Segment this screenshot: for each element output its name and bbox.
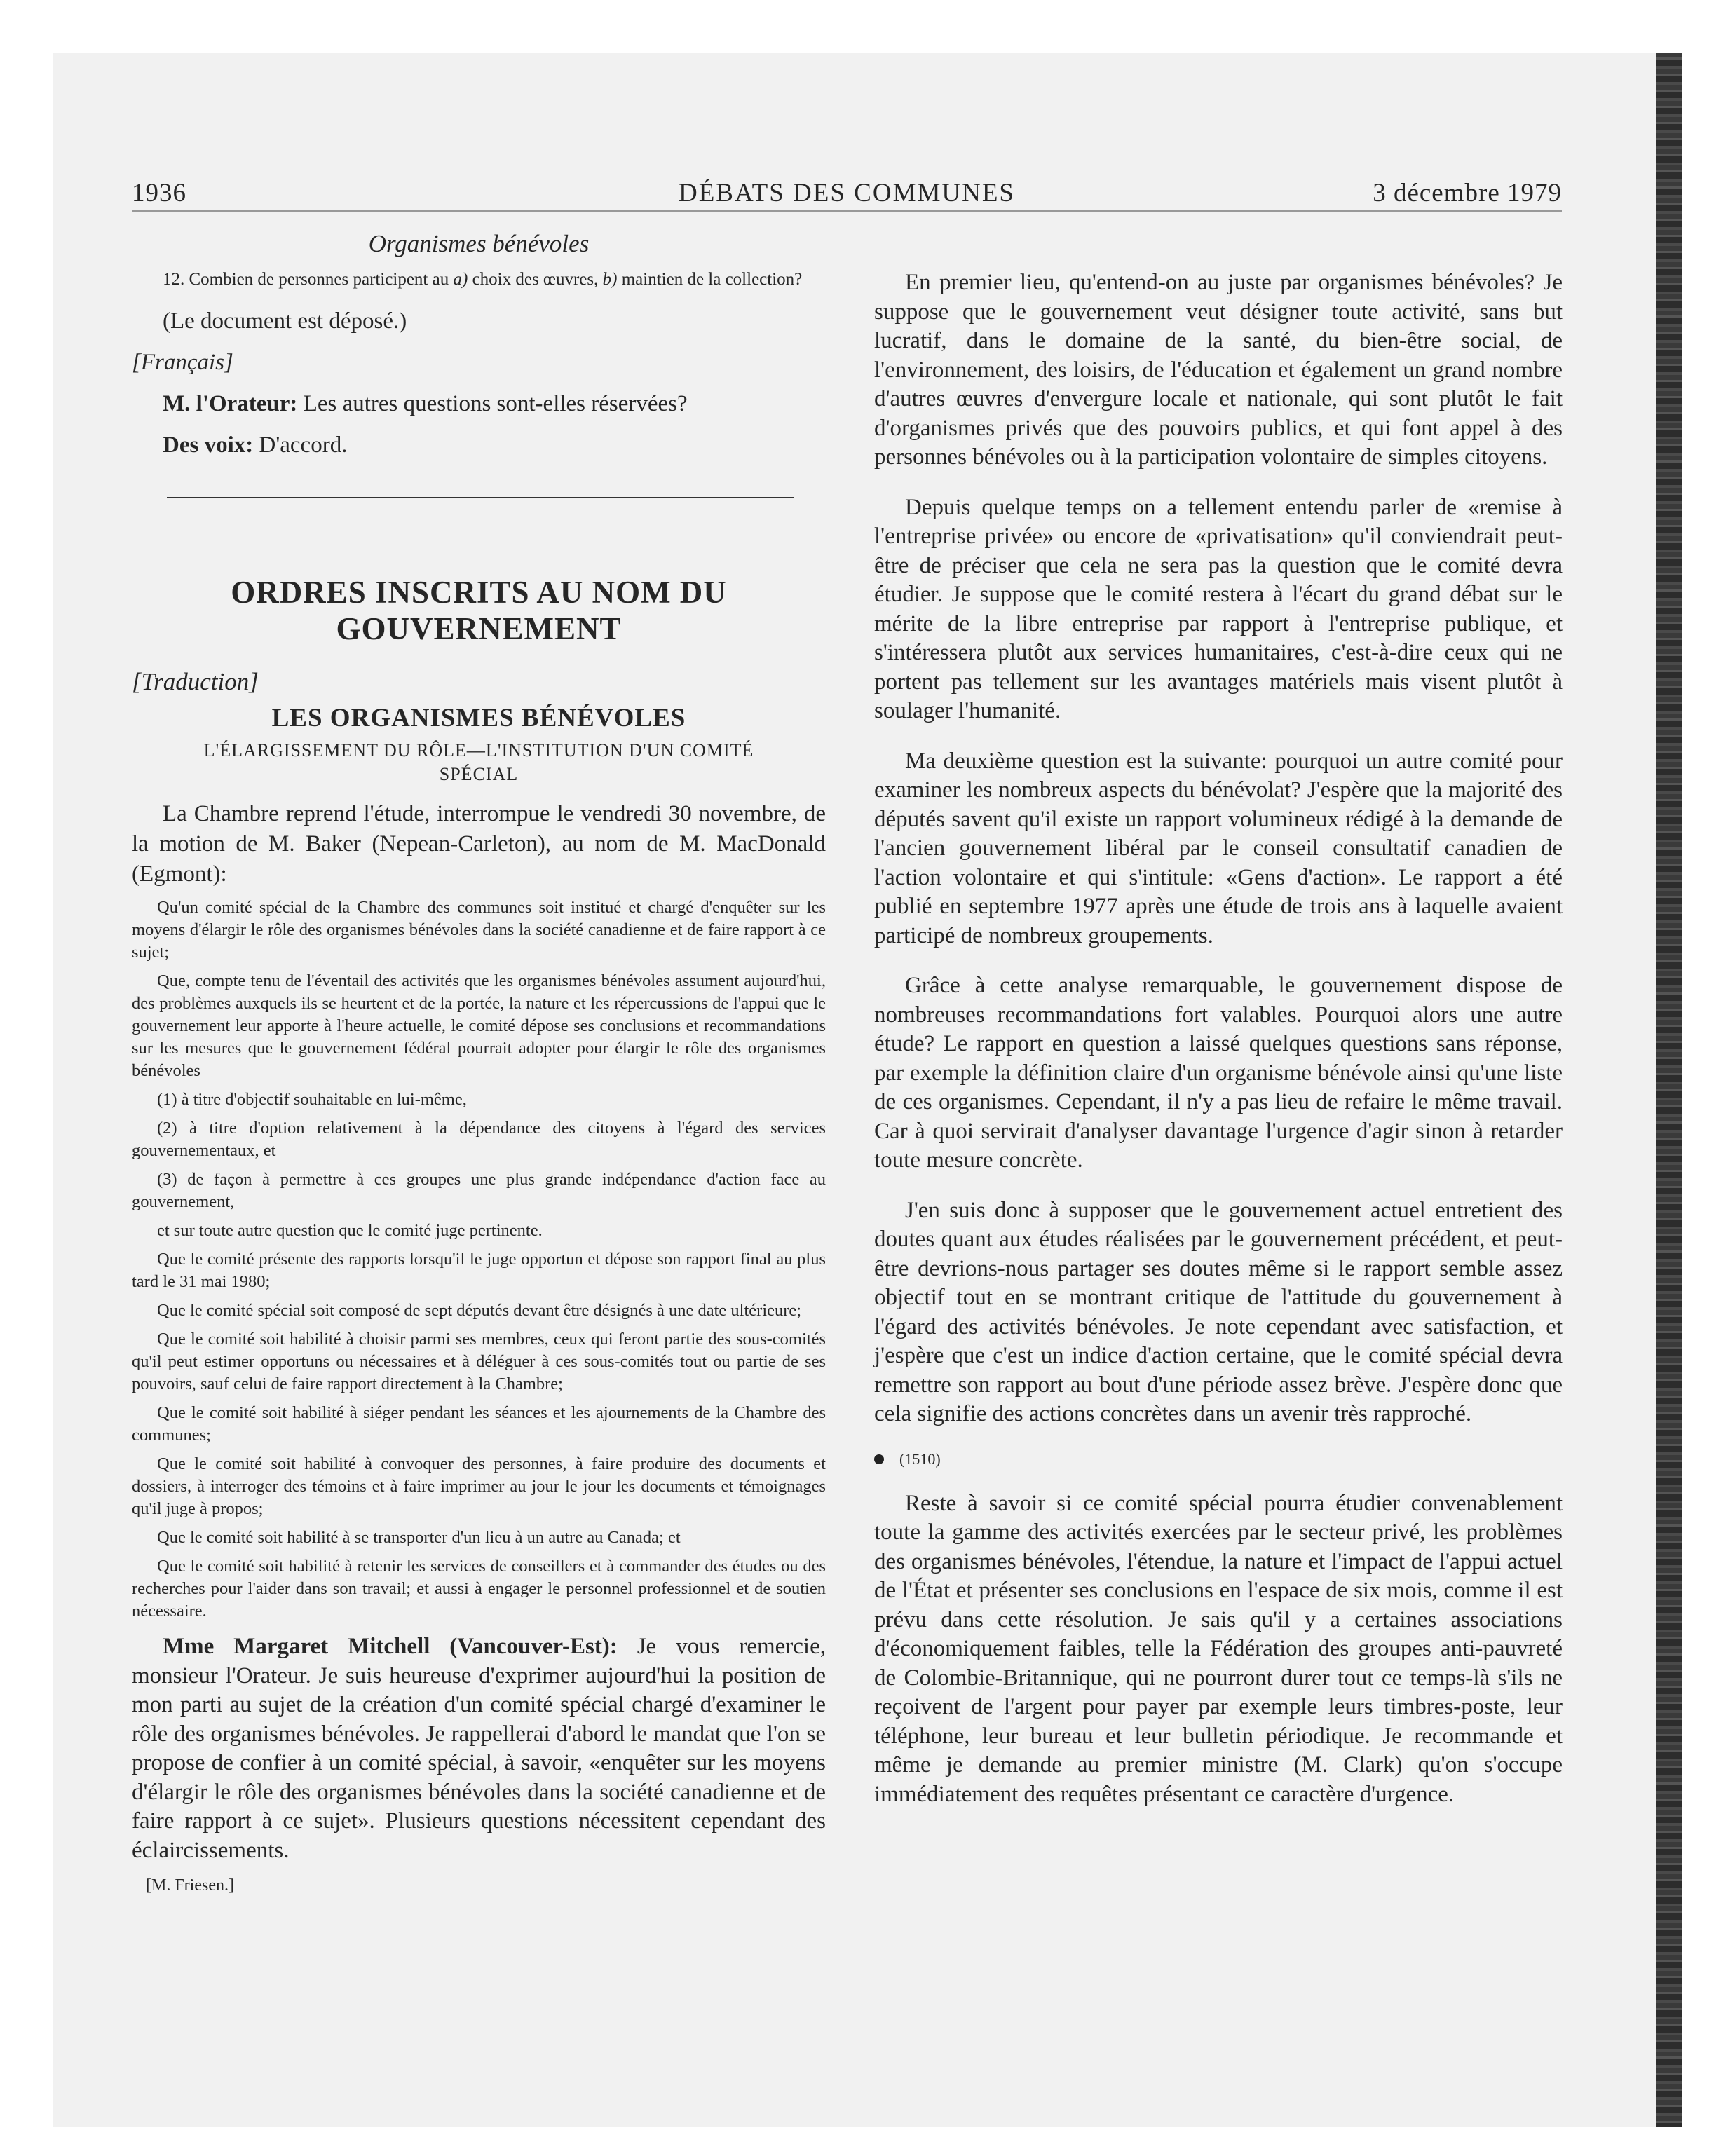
speech-text: Je vous remercie, monsieur l'Orateur. Je suis heureuse d'exprimer aujourd'hui la position de mon parti au sujet de la création d'un comité spécial chargé d'examiner le rôle des organismes bénévoles. Je rappellerai d'abord le mandat que l'on se propose de confier à un comité spécial, à savoir, «enquêter sur les moyens d'élargir le rôle des organismes bénévoles dans la société canadienne et de faire rapport à ce sujet». Plusieurs questions nécessitent cependant des éclaircissements. <box>132 1634 826 1863</box>
sub-subheading-line: L'ÉLARGISSEMENT DU RÔLE—L'INSTITUTION D'UN COMITÉ <box>203 740 754 760</box>
sub-subheading <box>132 739 826 786</box>
question-text: maintien de la collection? <box>617 270 803 289</box>
motion-paragraph: Qu'un comité spécial de la Chambre des communes soit institué et chargé d'enquêter sur les moyens d'élargir le rôle des organismes bénévoles dans la société canadienne et de faire rapport à ce sujet; <box>132 898 826 962</box>
body-paragraph: En premier lieu, qu'entend-on au juste par organismes bénévoles? Je suppose que le gouvernement veut désigner toute activité, sans but lucratif, dans le domaine de la santé, du bien-être social, de l'environnement, des loisirs, de l'éducation et également un grand nombre d'autres œuvres d'envergure locale et nationale, qui sont plutôt le fait d'organismes privés que des pouvoirs publics, et qui font appel à des personnes bénévoles ou à la participation volontaire de simples citoyens. <box>874 270 1563 470</box>
sub-subheading-line: SPÉCIAL <box>439 764 519 784</box>
body-paragraph: J'en suis donc à supposer que le gouvernement actuel entretient des doutes quant aux études réalisées par le gouvernement précédent, et peut-être devrions-nous partager ses doutes même si le rapport semble assez objectif tout en se montrant critique de l'attitude du gouvernement à l'égard des activités bénévoles. Je note cependant avec satisfaction, et j'espère que c'est un indice d'action certaine, que le comité spécial devra remettre son rapport au bout d'une période assez brève. J'espère donc que cela signifie des actions concrètes dans un avenir très rapproché. <box>874 1197 1563 1426</box>
motion-paragraph: Que le comité soit habilité à convoquer des personnes, à faire produire des documents et dossiers, à interroger des témoins et à faire imprimer au jour le jour les documents et témoignages qu'il juge à propos; <box>132 1454 826 1518</box>
motion-paragraph: Que le comité spécial soit composé de sept députés devant être désignés à une date ultérieure; <box>157 1301 802 1320</box>
motion-paragraph: et sur toute autre question que le comité juge pertinente. <box>157 1221 543 1240</box>
motion-paragraph: Que le comité soit habilité à retenir les services de conseillers et à commander des études ou des recherches pour l'aider dans son travail; et aussi à engager le personnel professionnel et de soutien nécessaire. <box>132 1557 826 1621</box>
motion-paragraph: (3) de façon à permettre à ces groupes une plus grande indépendance d'action face au gouvernement, <box>132 1170 826 1211</box>
speaker-text: D'accord. <box>253 432 348 458</box>
section-divider <box>167 497 794 498</box>
page-header <box>132 174 1562 212</box>
speaker-name: Mme Margaret Mitchell (Vancouver-Est): <box>163 1634 618 1659</box>
motion-paragraph: Que le comité soit habilité à siéger pendant les séances et les ajournements de la Chambre des communes; <box>132 1403 826 1445</box>
page-number: 1936 <box>132 179 186 207</box>
mitchell-speech <box>132 1632 826 1865</box>
main-heading <box>132 574 826 647</box>
main-heading-line: ORDRES INSCRITS AU NOM DU <box>231 575 727 610</box>
question-12 <box>132 268 826 291</box>
motion-paragraph: (2) à titre d'option relativement à la dépendance des citoyens à l'égard des services gouvernementaux, et <box>132 1119 826 1160</box>
motion-text <box>132 896 826 1623</box>
motion-paragraph: Que le comité présente des rapports lorsqu'il le juge opportun et dépose son rapport final au plus tard le 31 mai 1980; <box>132 1250 826 1291</box>
section-title: Organismes bénévoles <box>368 230 590 257</box>
speaker-signature: [M. Friesen.] <box>146 1876 234 1895</box>
motion-paragraph: (1) à titre d'objectif souhaitable en lui-même, <box>157 1090 467 1109</box>
publication-date: 3 décembre 1979 <box>1373 179 1562 207</box>
left-column <box>132 224 826 1895</box>
scan-edge-bar <box>1656 53 1682 2127</box>
motion-paragraph: Que le comité soit habilité à se transporter d'un lieu à un autre au Canada; et <box>157 1528 681 1547</box>
body-paragraph: Depuis quelque temps on a tellement entendu parler de «remise à l'entreprise privée» ou encore de «privatisation» qu'il conviendrait peut-être de préciser que cela ne sera pas la question que le comité devra étudier. Je suppose que le comité restera à l'écart du grand débat sur le mérite de la libre entreprise par rapport à l'entreprise publique, et s'intéressera plutôt aux services humanitaires, c'est-à-dire ceux qui ne portent pas tellement sur les avantages matériels mais visent plutôt à soulager l'humanité. <box>874 494 1563 723</box>
speaker-name: Des voix: <box>163 432 254 458</box>
main-heading-line: GOUVERNEMENT <box>336 611 622 646</box>
bullet-icon <box>874 1454 884 1464</box>
time-marker <box>874 1450 1563 1468</box>
question-text: 12. Combien de personnes participent au <box>163 270 454 289</box>
time-marker-label: (1510) <box>899 1449 941 1468</box>
right-column <box>874 268 1563 1830</box>
document-deposited: (Le document est déposé.) <box>163 308 407 334</box>
language-tag-traduction: [Traduction] <box>132 668 259 695</box>
speaker-name: M. l'Orateur: <box>163 391 298 416</box>
question-text: choix des œuvres, <box>468 270 603 289</box>
subheading: LES ORGANISMES BÉNÉVOLES <box>271 704 686 732</box>
language-tag-francais: [Français] <box>132 350 233 375</box>
motion-paragraph: Que le comité soit habilité à choisir parmi ses membres, ceux qui feront partie des sous-comités qu'il peut estimer opportuns ou nécessaires et à déléguer à ces sous-comités tout ou partie de ses pouvoirs, sauf celui de faire rapport directement à la Chambre; <box>132 1330 826 1393</box>
speaker-line-voix <box>132 430 826 460</box>
motion-paragraph: Que, compte tenu de l'éventail des activités que les organismes bénévoles assument aujourd'hui, des problèmes auxquels ils se heurtent et de la portée, la nature et les répercussions de l'appui que le gouvernement leur apporte à l'heure actuelle, le comité dépose ses conclusions et recommandations sur les mesures que le gouvernement fédéral pourrait adopter pour élargir le rôle des organismes bénévoles <box>132 971 826 1080</box>
speaker-text: Les autres questions sont-elles réservées? <box>297 391 688 416</box>
body-paragraph: Reste à savoir si ce comité spécial pourra étudier convenablement toute la gamme des activités exercées par le secteur privé, les problèmes des organismes bénévoles, l'étendue, la nature et l'impact de l'appui actuel de l'État et présenter ses conclusions en l'espace de six mois, comme il est prévu dans cette résolution. Je sais qu'il y a certaines associations d'économiquement faibles, telle la Fédération des groupes anti-pauvreté de Colombie-Britannique, qui ne pourront durer tout ce temps-là s'ils ne reçoivent de l'argent pour payer par exemple leurs timbres-poste, leur téléphone, leur bureau et leur bulletin périodique. Je recommande et même je demande au premier ministre (M. Clark) qu'on s'occupe immédiatement des requêtes présentant ce caractère d'urgence. <box>874 1490 1563 1807</box>
speaker-line-orateur <box>132 389 826 419</box>
body-paragraph: Ma deuxième question est la suivante: pourquoi un autre comité pour examiner les nombreux aspects du bénévolat? J'espère que la majorité des députés savent qu'il existe un rapport volumineux rédigé à la demande de l'ancien gouvernement libéral par le conseil consultatif canadien de l'action volontaire et qui s'intitule: «Gens d'action». Le rapport a été publié en septembre 1977 après une étude de trois ans à laquelle avaient participé de nombreux groupements. <box>874 748 1563 948</box>
publication-title: DÉBATS DES COMMUNES <box>678 179 1015 207</box>
question-option-a: a) <box>453 270 468 289</box>
question-option-b: b) <box>602 270 618 289</box>
body-paragraph: Grâce à cette analyse remarquable, le gouvernement dispose de nombreuses recommandations fort valables. Pourquoi alors une autre étude? Le rapport en question a laissé quelques questions sans réponse, par exemple la définition claire d'un organisme bénévole ainsi qu'une liste de ces organismes. Cependant, il n'y a pas lieu de refaire le même travail. Car à quoi servirait d'analyser davantage l'urgence d'agir sinon à retarder toute mesure concrète. <box>874 973 1563 1173</box>
intro-paragraph: La Chambre reprend l'étude, interrompue le vendredi 30 novembre, de la motion de M. Baker (Nepean-Carleton), au nom de M. MacDonald (Egmont): <box>132 801 826 887</box>
